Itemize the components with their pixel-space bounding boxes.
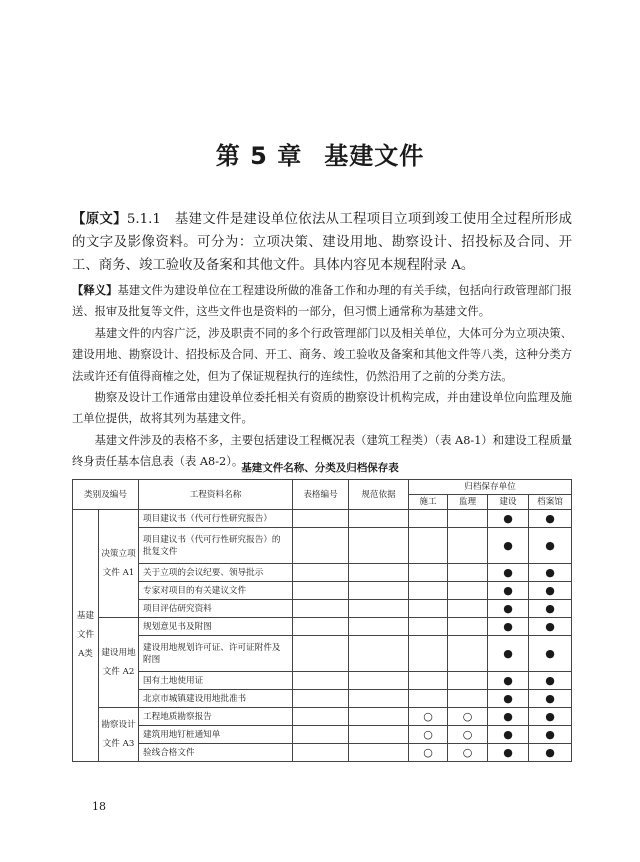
chapter-title bbox=[0, 136, 640, 171]
item-name: 工程地质勘察报告 bbox=[139, 708, 293, 726]
group-cell: 勘察设计文件 A3 bbox=[99, 708, 139, 762]
table-row: 验线合格文件 ○ ○ ● ● bbox=[73, 744, 572, 762]
group-cell: 建设用地文件 A2 bbox=[99, 618, 139, 708]
table-row: 勘察设计文件 A3 工程地质勘察报告 ○ ○ ● ● bbox=[73, 708, 572, 726]
item-name: 项目建议书（代可行性研究报告） bbox=[139, 510, 293, 528]
item-name: 北京市城镇建设用地批准书 bbox=[139, 690, 293, 708]
original-text: 5.1.1 基建文件是建设单位依法从工程项目立项到竣工使用全过程所形成的文字及影像资料。可分为：立项决策、建设用地、勘察设计、招投标及合同、开工、商务、竣工验收及备案和其他文件。具体内容见本规程附录 A。 bbox=[72, 212, 573, 273]
item-name: 验线合格文件 bbox=[139, 744, 293, 762]
category-cell: 基建文件A类 bbox=[73, 510, 99, 762]
table-row: 基建文件A类 决策立项文件 A1 项目建议书（代可行性研究报告） ● ● bbox=[73, 510, 572, 528]
table-row: 关于立项的会议纪要、领导批示 ● ● bbox=[73, 564, 572, 582]
item-name: 建设用地规划许可证、许可证附件及附图 bbox=[139, 636, 293, 672]
table-title: 基建文件名称、分类及归档保存表 bbox=[241, 462, 399, 474]
header-form-no: 表格编号 bbox=[293, 480, 349, 510]
chapter-name: 基建文件 bbox=[324, 142, 425, 170]
table-row: 国有土地使用证 ● ● bbox=[73, 672, 572, 690]
header-category: 类别及编号 bbox=[73, 480, 139, 510]
table-row: 项目评估研究资料 ● ● bbox=[73, 600, 572, 618]
item-name: 建筑用地钉桩通知单 bbox=[139, 726, 293, 744]
page-number: 18 bbox=[92, 800, 106, 813]
original-label: 【原文】 bbox=[72, 211, 127, 227]
explanation-paragraph: 基建文件涉及的表格不多，主要包括建设工程概况表（建筑工程类）（表 A8-1）和建设工程质量终身责任基本信息表（表 A8-2）。 bbox=[72, 433, 572, 469]
group-cell: 决策立项文件 A1 bbox=[99, 510, 139, 618]
explanation-paragraph: 基建文件的内容广泛，涉及职责不同的多个行政管理部门以及相关单位，大体可分为立项决策、建设用地、勘察设计、招投标及合同、开工、商务、竣工验收及备案和其他文件等八类，这种分类方法或许还有值得商榷之处，但为了保证规程执行的连续性，仍然沿用了之前的分类方法。 bbox=[72, 326, 572, 383]
archive-table bbox=[72, 479, 572, 762]
table-row: 建设用地规划许可证、许可证附件及附图 ● ● bbox=[73, 636, 572, 672]
chapter-number: 第 5 章 bbox=[215, 142, 303, 170]
header-name: 工程资料名称 bbox=[139, 480, 293, 510]
table-header-row bbox=[73, 480, 572, 495]
item-name: 项目评估研究资料 bbox=[139, 600, 293, 618]
item-name: 规划意见书及附图 bbox=[139, 618, 293, 636]
original-clause bbox=[72, 208, 572, 277]
explanation-paragraph: 【释义】基建文件为建设单位在工程建设所做的准备工作和办理的有关手续，包括向行政管理部门报送、报审及批复等文件，这些文件也是资料的一部分，但习惯上通常称为基建文件。 bbox=[72, 283, 572, 319]
table-row: 项目建议书（代可行性研究报告）的批复文件 ● ● bbox=[73, 528, 572, 564]
item-name: 项目建议书（代可行性研究报告）的批复文件 bbox=[139, 528, 293, 564]
table-row: 专家对项目的有关建议文件 ● ● bbox=[73, 582, 572, 600]
header-basis: 规范依据 bbox=[349, 480, 409, 510]
item-name: 专家对项目的有关建议文件 bbox=[139, 582, 293, 600]
header-construction: 施工 bbox=[409, 495, 448, 510]
header-archive: 归档保存单位 bbox=[409, 480, 572, 495]
header-supervision: 监理 bbox=[448, 495, 488, 510]
explanation-block bbox=[72, 280, 572, 473]
header-build: 建设 bbox=[488, 495, 529, 510]
explanation-paragraph: 勘察及设计工作通常由建设单位委托相关有资质的勘察设计机构完成，并由建设单位向监理及施工单位提供，故将其列为基建文件。 bbox=[72, 391, 572, 426]
item-name: 关于立项的会议纪要、领导批示 bbox=[139, 564, 293, 582]
explanation-label: 【释义】 bbox=[72, 283, 118, 297]
item-name: 国有土地使用证 bbox=[139, 672, 293, 690]
header-archives: 档案馆 bbox=[529, 495, 572, 510]
table-row: 建筑用地钉桩通知单 ○ ○ ● ● bbox=[73, 726, 572, 744]
table-row: 建设用地文件 A2 规划意见书及附图 ● ● bbox=[73, 618, 572, 636]
table-row: 北京市城镇建设用地批准书 ● ● bbox=[73, 690, 572, 708]
